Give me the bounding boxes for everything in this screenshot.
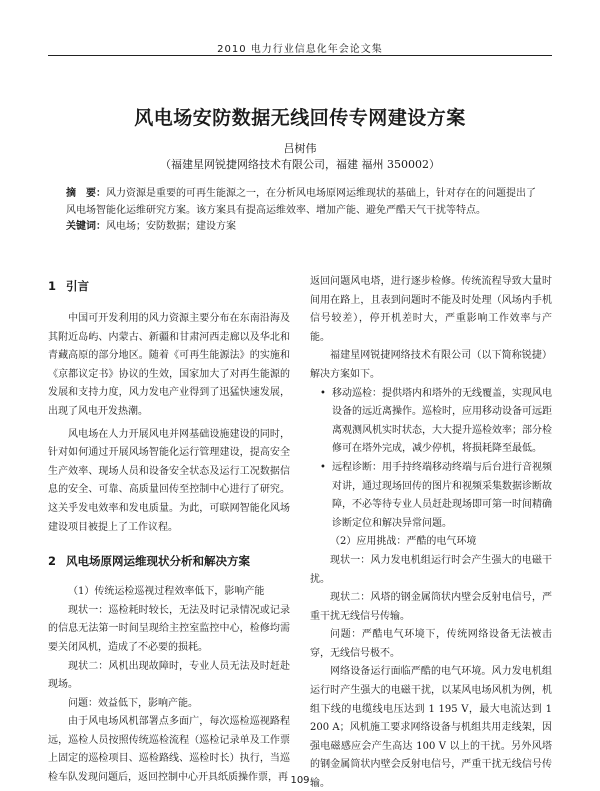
section-1-title: 引言 xyxy=(66,279,89,293)
paragraph: 问题：严酷电气环境下，传统网络设备无法被击穿，无线信号极不。 xyxy=(310,629,552,659)
author: 吕树伟 xyxy=(283,142,317,155)
paragraph: 返回问题风电塔，进行逐步检修。传统流程导致大量时间用在路上，且表到问题时不能及时处理（风场内手机信号较差），停开机差时大，严重影响工作效率与产能。 xyxy=(310,276,552,343)
bullet-text: 移动巡检：提供塔内和塔外的无线覆盖，实现风电设备的远近离操作。巡检时，应用移动设备可远距离观测风机实时状态，大大提升巡检效率；部分检修可在塔外完成，减少停机，将损耗降至最低。 xyxy=(332,387,552,455)
running-head: 2010 电力行业信息化年会论文集 xyxy=(217,44,383,55)
right-column xyxy=(310,273,552,791)
abstract-block xyxy=(66,186,536,236)
paragraph: 由于风电场风机部署点多面广，每次巡检巡视路程远，巡检人员按照传统巡检流程（巡检记录单及工作票上固定的巡检项目、巡检路线、巡检时长）执行，当巡检车队发现问题后，返回控制中心开具纸质操作票，再 xyxy=(48,716,290,784)
paragraph: 问题：效益低下，影响产能。 xyxy=(68,697,198,709)
paragraph: 现状二：风机出现故障时，专业人员无法及时赶赴现场。 xyxy=(48,660,290,691)
paragraph: 现状一：风力发电机组运行时会产生强大的电磁干扰。 xyxy=(310,554,552,585)
bullet-icon: • xyxy=(320,461,326,473)
affiliation: （福建星网锐捷网络技术有限公司，福建 福州 350002） xyxy=(160,158,440,171)
left-column xyxy=(48,276,290,788)
paragraph: 中国可开发利用的风力资源主要分布在东南沿海及其附近岛屿、内蒙古、新疆和甘肃河西走廊以及华北和青藏高原的部分地区。随着《可再生能源法》的实施和《京都议定书》协议的生效，国家加大了对再生能源的发展和支持力度，风力发电产业得到了迅猛快速发展，出现了风电开发热潮。 xyxy=(48,313,290,417)
bullet-icon: • xyxy=(320,387,326,399)
section-heading-1 xyxy=(48,276,290,296)
section-1-number: 1 xyxy=(48,279,57,293)
paper-title: 风电场安防数据无线回传专网建设方案 xyxy=(134,107,466,129)
section-heading-2 xyxy=(48,551,290,571)
paragraph: 现状二：风塔的钢金属筒状内壁会反射电信号，严重干扰无线信号传输。 xyxy=(310,592,552,622)
abstract-text: 风力资源是重要的可再生能源之一，在分析风电场原网运维现状的基础上，针对存在的问题提出了风电场智能化运维研究方案。该方案具有提高运维效率、增加产能、避免严酷天气干扰等特点。 xyxy=(66,188,536,216)
section-2-title: 风电场原网运维现状分析和解决方案 xyxy=(66,554,250,569)
paragraph: 风电场在人力开展风电并网基础设施建设的同时，针对如何通过开展风场智能化运行管理建设，提高安全生产效率、现场人员和设备安全状态及运行工况数据信息的安全、可靠、高质量回传至控制中心进行了研究。这关乎发电效率和发电质量。为此，可联网智能化风场建设项目被提上了工作议程。 xyxy=(48,428,290,533)
paragraph: 网络设备运行面临严酷的电气环境。风力发电机组运行时产生强大的电磁干扰，以某风电场风机为例，机组下线的电缆线电压达到 1 195 V，最大电流达到 1 200 A；风机施工要求网络设备与机组共用走线架，因强电磁感应会产生高达 100 V 以上的干扰。另外风塔的钢金属筒状内壁会反射电信号，严重干扰无线信号传输。 xyxy=(310,666,552,790)
bullet-text: 远程诊断：用手持终端移动终端与后台进行音视频对讲，通过现场回传的图片和视频采集数据诊断故障，不必等待专业人员赶赴现场即可第一时间精确诊断定位和解决异常问题。 xyxy=(332,461,552,529)
subsection-heading: （2）应用挑战：严酷的电气环境 xyxy=(330,536,477,548)
page-number: 109 xyxy=(290,775,310,786)
paragraph: 福建星网锐捷网络技术有限公司（以下简称锐捷）解决方案如下。 xyxy=(310,350,552,380)
abstract-paragraph xyxy=(66,186,536,219)
header-rule xyxy=(48,55,552,56)
section-2-number: 2 xyxy=(48,554,57,569)
bullet-item xyxy=(310,385,552,459)
abstract-label: 摘 要： xyxy=(66,188,106,199)
keywords-text: 风电场；安防数据；建设方案 xyxy=(106,221,236,232)
keywords-label: 关键词： xyxy=(66,221,106,232)
keywords-line xyxy=(66,219,536,236)
subsection-heading: （1）传统运检巡视过程效率低下，影响产能 xyxy=(68,586,265,598)
bullet-item xyxy=(310,459,552,533)
paragraph: 现状一：巡检耗时较长，无法及时记录情况或记录的信息无法第一时间呈现给主控室监控中心，检修均需要关闭风机，造成了不必要的损耗。 xyxy=(48,604,290,653)
